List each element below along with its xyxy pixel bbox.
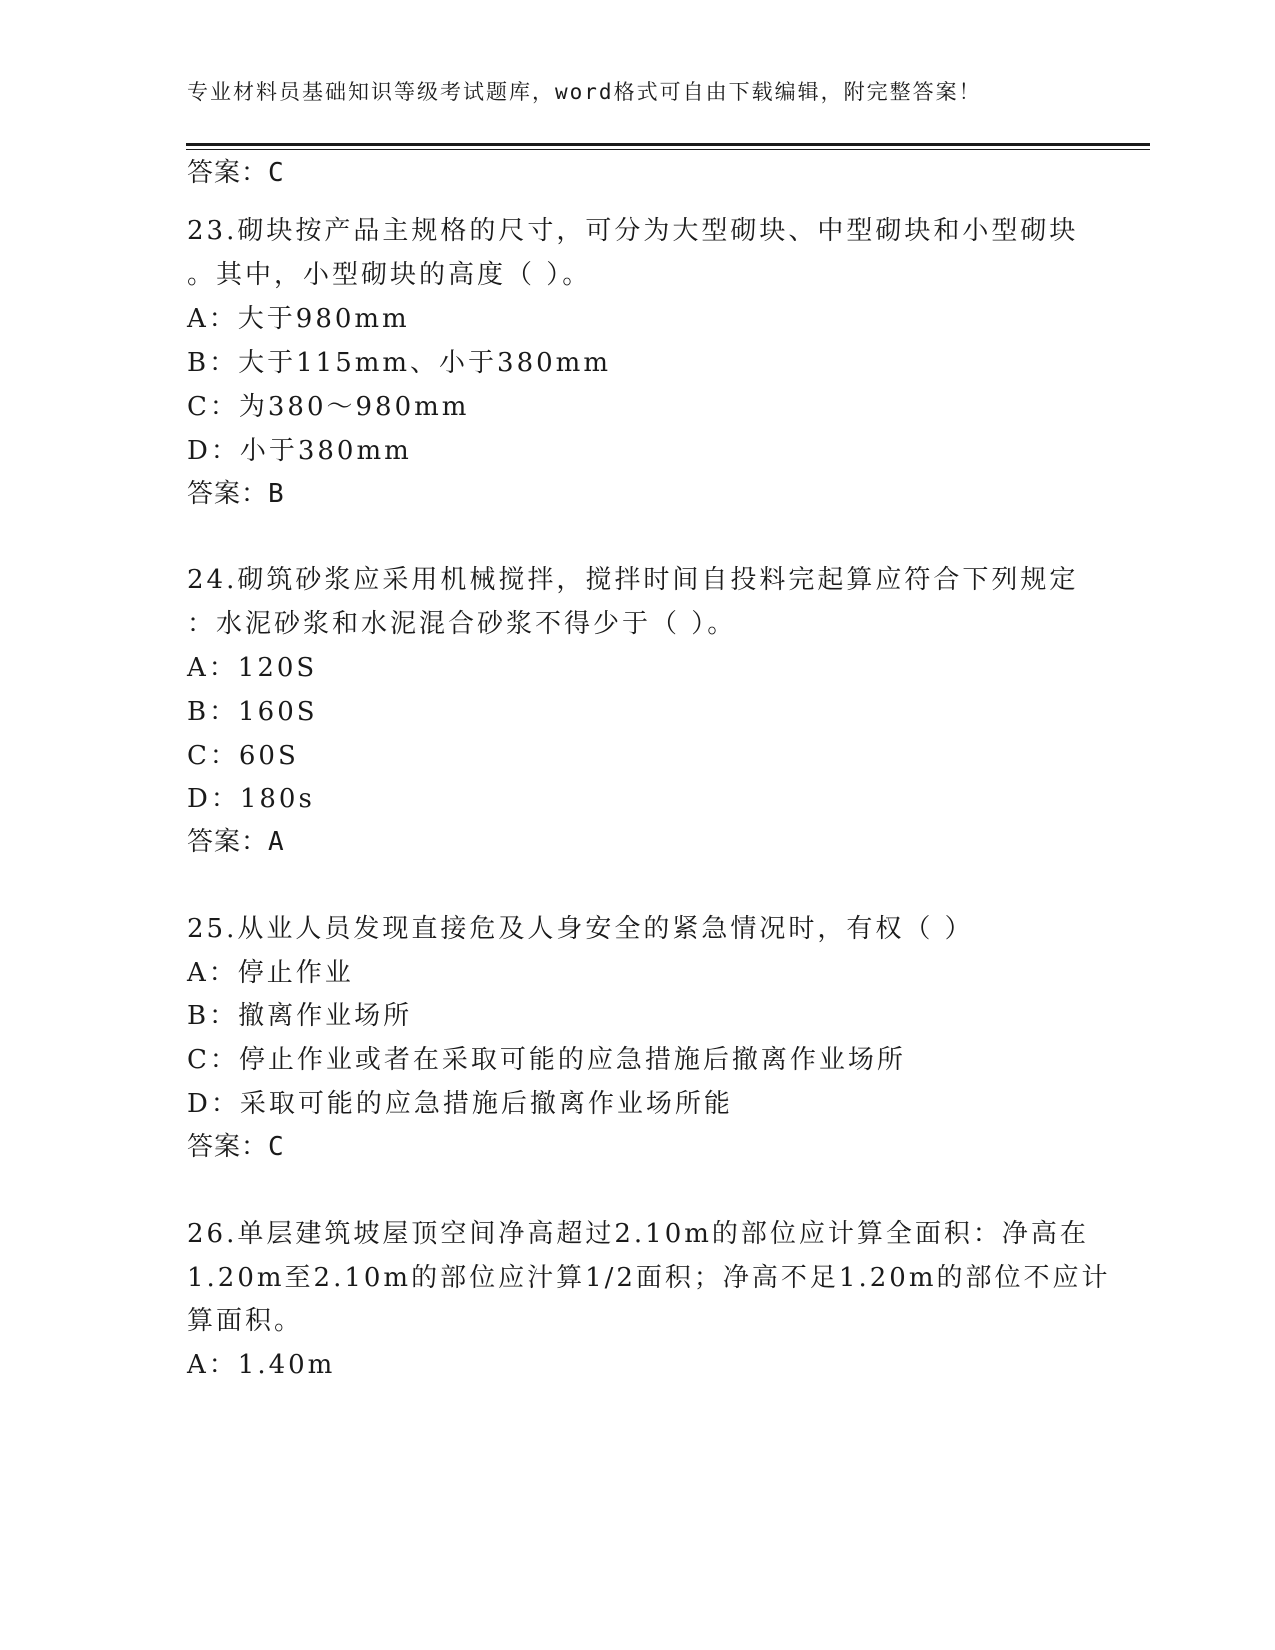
question-24-option-b: B：160S bbox=[187, 697, 318, 727]
question-25-option-b: B：撤离作业场所 bbox=[187, 1001, 413, 1031]
question-24-stem-line1: 24.砌筑砂浆应采用机械搅拌，搅拌时间自投料完起算应符合下列规定 bbox=[187, 565, 1079, 595]
header-rule bbox=[186, 143, 1150, 146]
question-24-option-c: C：60S bbox=[187, 741, 299, 771]
question-23-option-d: D：小于380mm bbox=[187, 436, 412, 466]
question-25-option-c: C：停止作业或者在采取可能的应急措施后撤离作业场所 bbox=[187, 1045, 906, 1075]
question-23-stem-line1: 23.砌块按产品主规格的尺寸，可分为大型砌块、中型砌块和小型砌块 bbox=[187, 216, 1079, 246]
question-25-stem-line1: 25.从业人员发现直接危及人身安全的紧急情况时，有权（ ） bbox=[187, 914, 974, 944]
question-25-answer: 答案：C bbox=[187, 1132, 285, 1162]
question-25-option-d: D：采取可能的应急措施后撤离作业场所能 bbox=[187, 1089, 733, 1119]
question-23-option-a: A：大于980mm bbox=[187, 304, 410, 334]
question-24-option-a: A：120S bbox=[187, 653, 318, 683]
question-23-answer: 答案：B bbox=[187, 479, 285, 509]
question-24-answer: 答案：A bbox=[187, 827, 285, 857]
question-23-stem-line2: 。其中，小型砌块的高度（ ）。 bbox=[187, 260, 592, 290]
question-25-option-a: A：停止作业 bbox=[187, 958, 354, 988]
question-26-stem-line3: 算面积。 bbox=[187, 1306, 304, 1336]
question-23-option-b: B：大于115mm、小于380mm bbox=[187, 348, 611, 378]
question-26-stem-line2: 1.20m至2.10m的部位应汁算1/2面积；净高不足1.20m的部位不应计 bbox=[187, 1263, 1111, 1293]
question-24-stem-line2: ：水泥砂浆和水泥混合砂浆不得少于（ ）。 bbox=[187, 609, 737, 639]
question-26-stem-line1: 26.单层建筑坡屋顶空间净高超过2.10m的部位应计算全面积：净高在 bbox=[187, 1219, 1089, 1249]
question-23-option-c: C：为380～980mm bbox=[187, 392, 470, 422]
question-26-option-a: A：1.40m bbox=[187, 1350, 336, 1380]
header-rule-thin bbox=[186, 149, 1150, 150]
answer-prev: 答案：C bbox=[187, 158, 285, 188]
page-header: 专业材料员基础知识等级考试题库，word格式可自由下载编辑，附完整答案！ bbox=[187, 80, 982, 104]
question-24-option-d: D：180s bbox=[187, 784, 315, 814]
